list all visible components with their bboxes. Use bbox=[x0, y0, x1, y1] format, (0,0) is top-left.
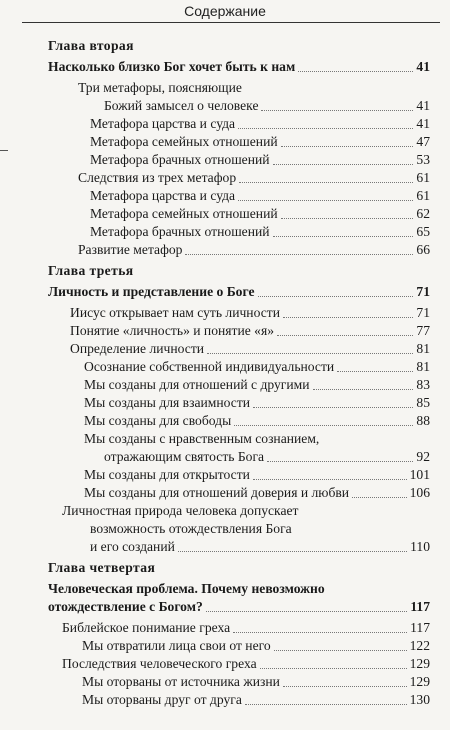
entry-text: Метафора царства и суда bbox=[90, 188, 236, 203]
toc-entry[interactable] bbox=[90, 134, 430, 150]
entry-text: отражающим святость Бога bbox=[104, 449, 265, 464]
toc-entry[interactable] bbox=[62, 656, 430, 672]
dot-leader bbox=[283, 686, 407, 687]
page-number: 61 bbox=[416, 188, 430, 203]
dot-leader bbox=[267, 461, 413, 462]
entry-text: Мы созданы для открытости bbox=[84, 467, 250, 482]
toc-entry[interactable] bbox=[62, 503, 430, 519]
page-number: 88 bbox=[416, 413, 430, 428]
entry-text: Определение личности bbox=[70, 341, 205, 356]
toc-entry[interactable] bbox=[82, 638, 430, 654]
toc-entry[interactable] bbox=[90, 224, 430, 240]
page-number: 66 bbox=[416, 242, 430, 257]
toc-entry[interactable] bbox=[90, 188, 430, 204]
page-number: 106 bbox=[409, 485, 430, 500]
toc-entry[interactable] bbox=[84, 431, 430, 447]
toc-entry[interactable] bbox=[84, 485, 430, 501]
toc-entry[interactable] bbox=[84, 377, 430, 393]
entry-text: Библейское понимание греха bbox=[62, 620, 231, 635]
entry-text: Мы созданы для свободы bbox=[84, 413, 232, 428]
section-title: Человеческая проблема. Почему невозможно bbox=[48, 581, 325, 596]
page-number: 85 bbox=[416, 395, 430, 410]
entry-text: Божий замысел о человеке bbox=[104, 98, 259, 113]
page-number: 77 bbox=[416, 323, 430, 338]
toc-entry[interactable] bbox=[84, 395, 430, 411]
dot-leader bbox=[206, 611, 408, 612]
entry-text: Мы отвратили лица свои от него bbox=[82, 638, 271, 653]
entry-text: Понятие «личность» и понятие «я» bbox=[70, 323, 275, 338]
page-number: 62 bbox=[416, 206, 430, 221]
toc-entry[interactable] bbox=[78, 80, 430, 96]
dot-leader bbox=[238, 128, 413, 129]
page-number: 53 bbox=[416, 152, 430, 167]
header-rule bbox=[22, 22, 440, 23]
entry-text: возможность отождествления Бога bbox=[90, 521, 292, 536]
page-number: 81 bbox=[416, 341, 430, 356]
toc-entry[interactable] bbox=[104, 449, 430, 465]
dot-leader bbox=[273, 236, 414, 237]
page-number: 47 bbox=[416, 134, 430, 149]
page-number: 117 bbox=[410, 599, 430, 614]
page-number: 92 bbox=[416, 449, 430, 464]
page-number: 83 bbox=[416, 377, 430, 392]
page-number: 71 bbox=[416, 284, 430, 299]
page-number: 71 bbox=[416, 305, 430, 320]
chapter-4-section-line1[interactable] bbox=[48, 581, 430, 597]
dot-leader bbox=[245, 704, 407, 705]
toc-entry[interactable] bbox=[84, 359, 430, 375]
entry-text: Следствия из трех метафор bbox=[78, 170, 237, 185]
toc-entry[interactable] bbox=[70, 305, 430, 321]
dot-leader bbox=[239, 182, 413, 183]
entry-text: Мы созданы для взаимности bbox=[84, 395, 251, 410]
page-number: 101 bbox=[409, 467, 430, 482]
entry-text: Мы созданы с нравственным сознанием, bbox=[84, 431, 320, 446]
dot-leader bbox=[258, 296, 414, 297]
entry-text: и его созданий bbox=[90, 539, 175, 554]
page-number: 65 bbox=[416, 224, 430, 239]
margin-mark bbox=[0, 150, 8, 151]
dot-leader bbox=[277, 335, 413, 336]
page-number: 122 bbox=[409, 638, 430, 653]
page-number: 129 bbox=[409, 674, 430, 689]
chapter-2-section[interactable] bbox=[48, 59, 430, 75]
section-title: Насколько близко Бог хочет быть к нам bbox=[48, 59, 296, 74]
page-number: 61 bbox=[416, 170, 430, 185]
entry-text: Осознание собственной индивидуальности bbox=[84, 359, 335, 374]
dot-leader bbox=[178, 551, 407, 552]
dot-leader bbox=[260, 668, 407, 669]
entry-text: Метафора брачных отношений bbox=[90, 224, 270, 239]
entry-text: Иисус открывает нам суть личности bbox=[70, 305, 280, 320]
dot-leader bbox=[352, 497, 407, 498]
toc-entry[interactable] bbox=[90, 521, 430, 537]
page-number: 130 bbox=[409, 692, 430, 707]
header-title: Содержание bbox=[184, 3, 266, 19]
dot-leader bbox=[281, 146, 414, 147]
entry-text: Метафора царства и суда bbox=[90, 116, 236, 131]
dot-leader bbox=[337, 371, 413, 372]
section-title-continued: отождествление с Богом? bbox=[48, 599, 203, 614]
toc-entry[interactable] bbox=[82, 692, 430, 708]
toc-entry[interactable] bbox=[62, 620, 430, 636]
page-number: 41 bbox=[416, 59, 430, 74]
chapter-4-title: Глава четвертая bbox=[48, 560, 156, 575]
dot-leader bbox=[274, 650, 407, 651]
page-number: 117 bbox=[410, 620, 430, 635]
dot-leader bbox=[253, 407, 413, 408]
toc-entry[interactable] bbox=[78, 242, 430, 258]
page-number: 41 bbox=[416, 116, 430, 131]
toc-entry[interactable] bbox=[90, 206, 430, 222]
toc-entry[interactable] bbox=[78, 170, 430, 186]
dot-leader bbox=[233, 632, 407, 633]
entry-text: Метафора брачных отношений bbox=[90, 152, 270, 167]
toc-entry[interactable] bbox=[84, 467, 430, 483]
section-title: Личность и представление о Боге bbox=[48, 284, 255, 299]
dot-leader bbox=[185, 254, 413, 255]
dot-leader bbox=[313, 389, 414, 390]
chapter-4-section-line2[interactable] bbox=[48, 599, 430, 615]
dot-leader bbox=[234, 425, 413, 426]
toc-entry[interactable] bbox=[84, 413, 430, 429]
dot-leader bbox=[273, 164, 414, 165]
chapter-3-section[interactable] bbox=[48, 284, 430, 300]
dot-leader bbox=[283, 317, 413, 318]
entry-text: Три метафоры, поясняющие bbox=[78, 80, 242, 95]
dot-leader bbox=[238, 200, 413, 201]
entry-text: Метафора семейных отношений bbox=[90, 134, 278, 149]
entry-text: Мы оторваны друг от друга bbox=[82, 692, 242, 707]
entry-text: Мы созданы для отношений доверия и любви bbox=[84, 485, 350, 500]
toc-entry[interactable] bbox=[90, 116, 430, 132]
page-number: 41 bbox=[416, 98, 430, 113]
dot-leader bbox=[298, 71, 413, 72]
toc-entry[interactable] bbox=[90, 539, 430, 555]
dot-leader bbox=[207, 353, 413, 354]
dot-leader bbox=[253, 479, 407, 480]
entry-text: Мы созданы для отношений с другими bbox=[84, 377, 310, 392]
page-number: 81 bbox=[416, 359, 430, 374]
toc-entry[interactable] bbox=[90, 152, 430, 168]
entry-text: Развитие метафор bbox=[78, 242, 183, 257]
entry-text: Личностная природа человека допускает bbox=[62, 503, 299, 518]
chapter-3-title: Глава третья bbox=[48, 263, 134, 278]
dot-leader bbox=[261, 110, 413, 111]
page-number: 129 bbox=[409, 656, 430, 671]
toc-entry[interactable] bbox=[70, 323, 430, 339]
dot-leader bbox=[281, 218, 414, 219]
entry-text: Последствия человеческого греха bbox=[62, 656, 257, 671]
toc-entry[interactable] bbox=[70, 341, 430, 357]
entry-text: Метафора семейных отношений bbox=[90, 206, 278, 221]
chapter-2-title: Глава вторая bbox=[48, 38, 134, 53]
toc-entry[interactable] bbox=[82, 674, 430, 690]
page-number: 110 bbox=[410, 539, 430, 554]
entry-text: Мы оторваны от источника жизни bbox=[82, 674, 280, 689]
toc-entry[interactable] bbox=[104, 98, 430, 114]
